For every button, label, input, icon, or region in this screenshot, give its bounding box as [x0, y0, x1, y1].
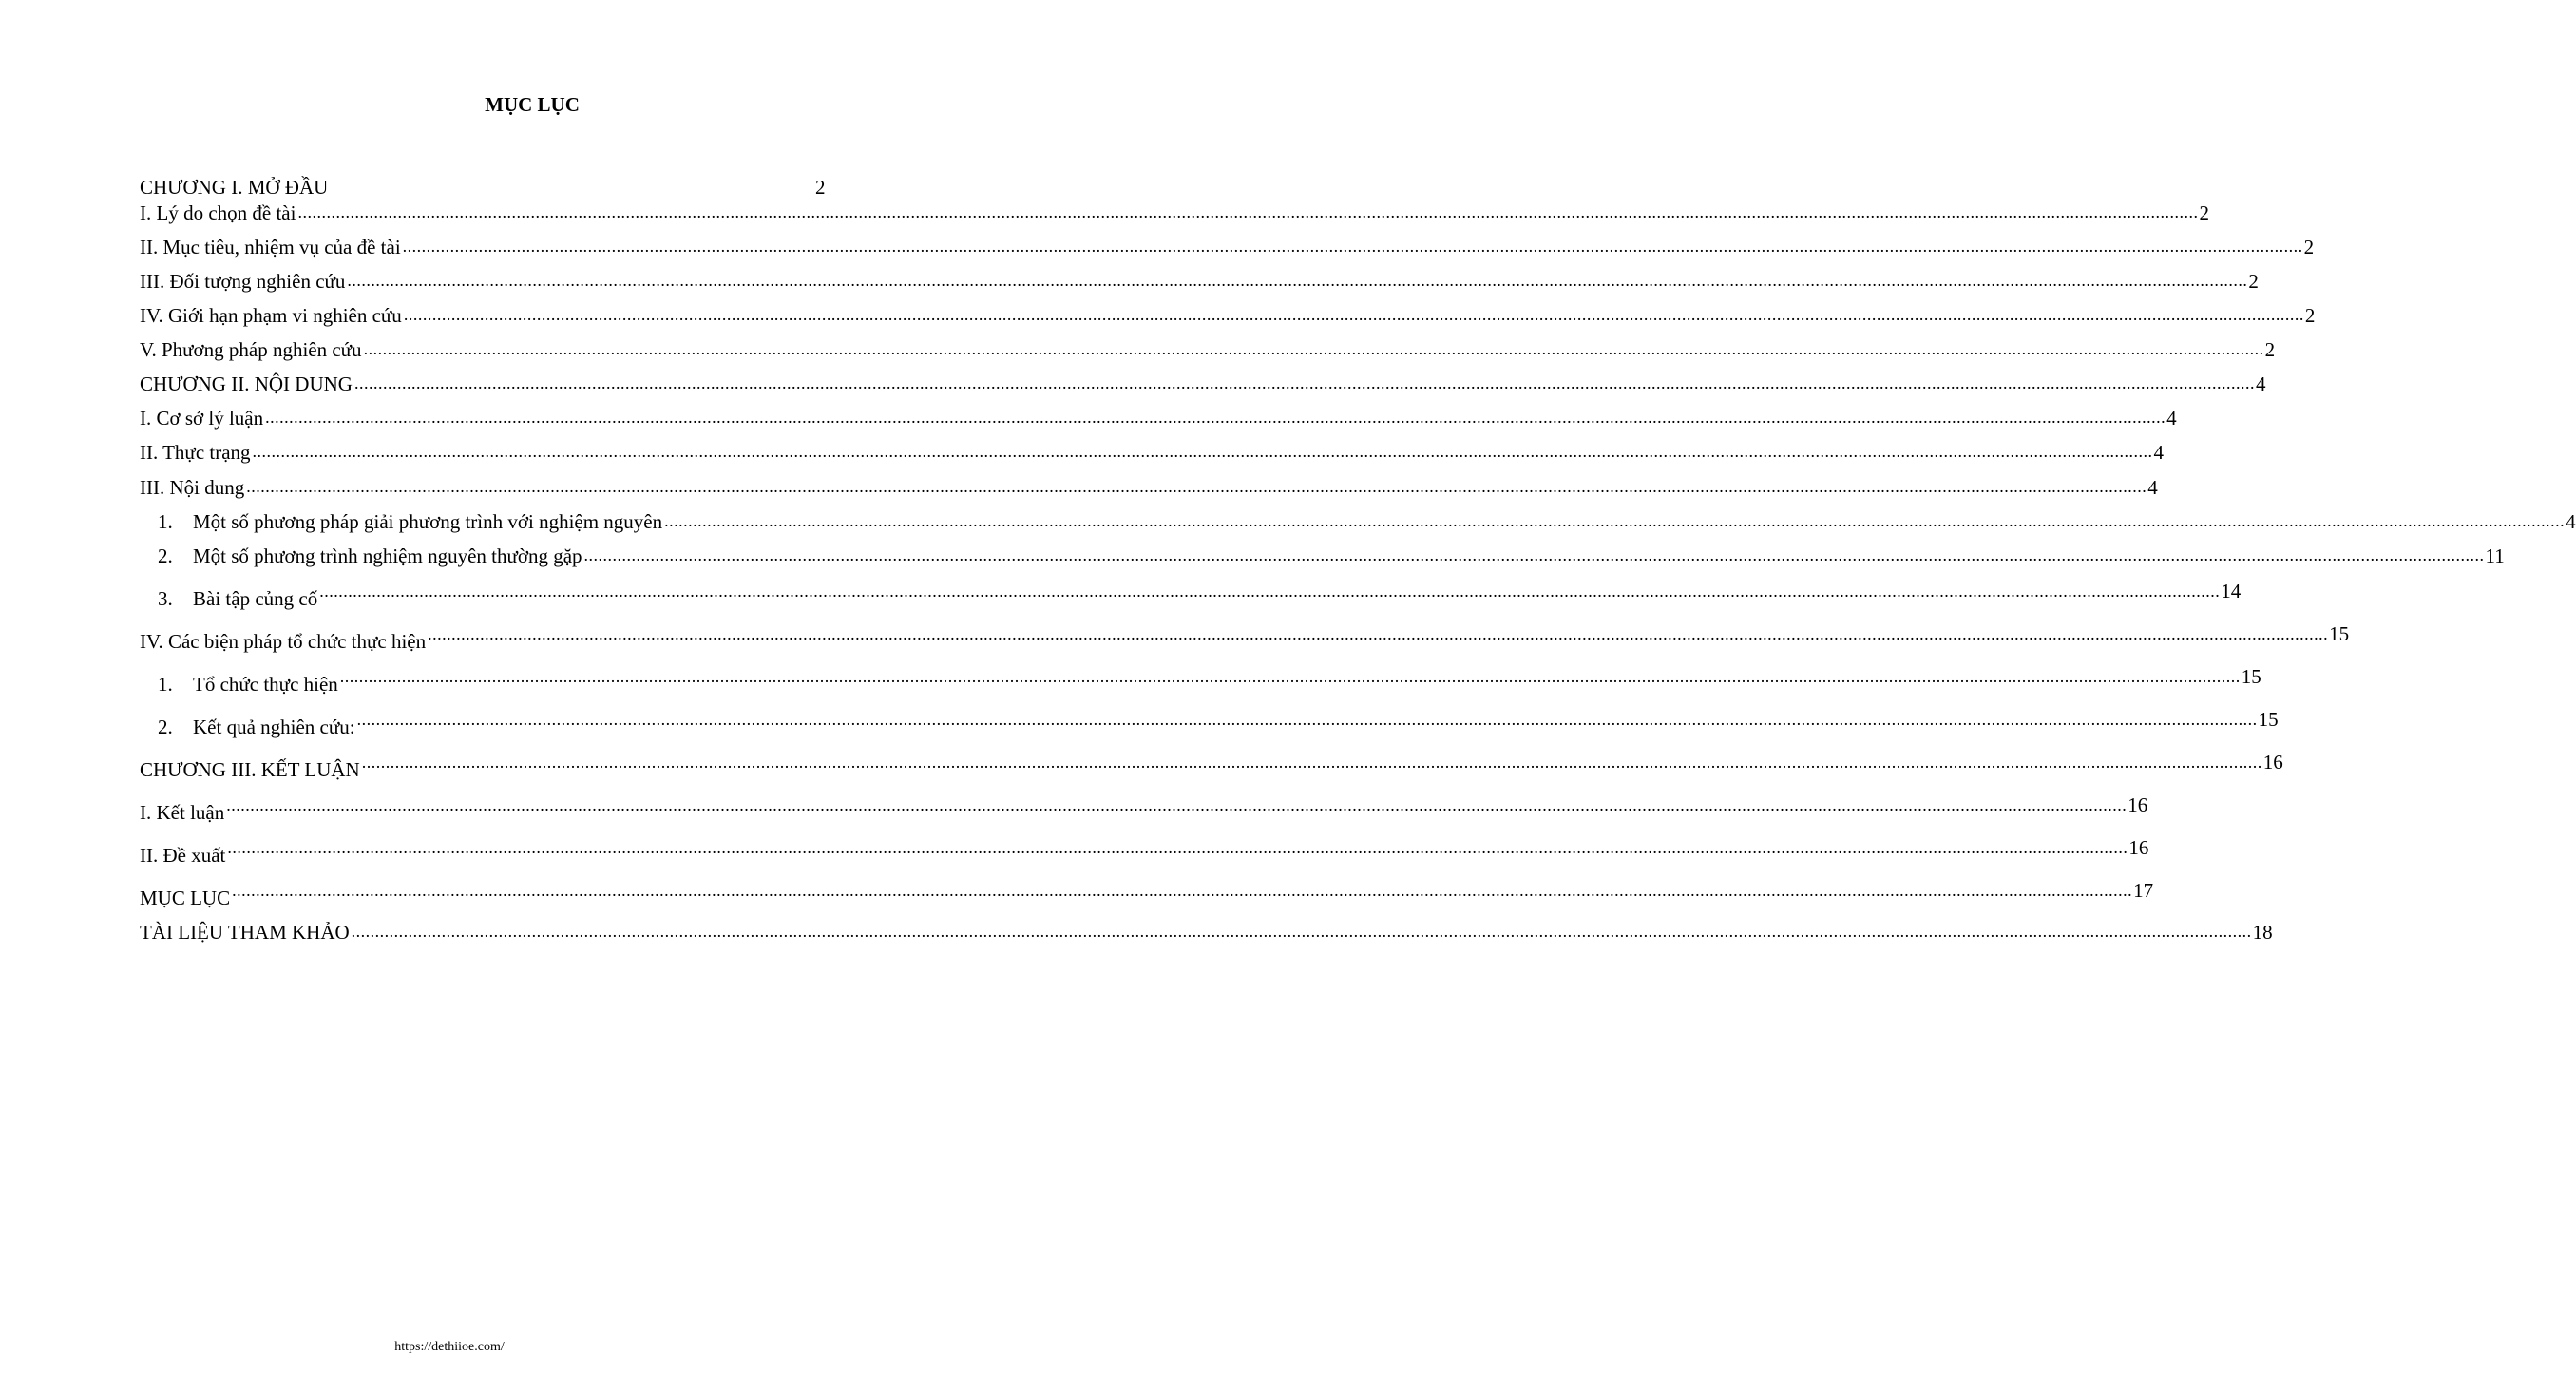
toc-entry-label: Một số phương pháp giải phương trình với nghiệm nguyên [193, 510, 663, 533]
toc-dot-leader: ................................................................................................................................................................................................................................................................................................................................................................................................................ [319, 582, 2221, 601]
toc-entry-page: 16 [2128, 836, 2149, 859]
toc-entry [158, 506, 2576, 534]
toc-entry-page: 18 [2252, 921, 2273, 944]
toc-dot-leader: ................................................................................................................................................................................................................................................................................................................................................................................................................ [339, 667, 2241, 686]
toc-entry-number: 1. [158, 673, 173, 696]
toc-entry-page: 16 [2128, 793, 2148, 816]
toc-entry-page: 15 [2329, 622, 2350, 645]
toc-entry-label: V. Phương pháp nghiên cứu [140, 338, 362, 361]
toc-entry-label: IV. Các biện pháp tổ chức thực hiện [140, 630, 427, 653]
toc-dot-leader: ................................................................................................................................................................................................................................................................................................................................................................................................................ [402, 237, 2303, 256]
toc-dot-leader: ................................................................................................................................................................................................................................................................................................................................................................................................................ [246, 477, 2147, 496]
toc-entry-label: III. Đối tượng nghiên cứu [140, 270, 346, 293]
toc-entry [140, 402, 2177, 430]
toc-dot-leader: ................................................................................................................................................................................................................................................................................................................................................................................................................ [227, 838, 2128, 857]
toc-dot-leader: ................................................................................................................................................................................................................................................................................................................................................................................................................ [347, 271, 2248, 290]
toc-entry-page: 11 [2485, 544, 2505, 567]
toc-entry-number: 2. [158, 716, 173, 738]
toc-entry-number: 3. [158, 587, 173, 610]
toc-entry [158, 540, 2505, 568]
toc-entry-label: CHƯƠNG I. MỞ ĐẦU [140, 176, 329, 199]
toc-entry-label: II. Đề xuất [140, 844, 226, 867]
toc-entry-label: Tổ chức thực hiện [193, 673, 338, 696]
toc-entry-label: MỤC LỤC [140, 887, 231, 909]
toc-entry-label: CHƯƠNG II. NỘI DUNG [140, 372, 353, 395]
toc-entry-label: I. Lý do chọn đề tài [140, 201, 296, 224]
toc-entry [158, 665, 2261, 697]
toc-entry-page: 4 [2147, 476, 2158, 499]
toc-entry-label: I. Cơ sở lý luận [140, 407, 264, 430]
toc-entry-page: 15 [2258, 708, 2279, 731]
toc-entry [158, 708, 2279, 739]
toc-entry-page: 14 [2221, 580, 2242, 602]
toc-dot-leader: ................................................................................................................................................................................................................................................................................................................................................................................................................ [583, 545, 2485, 564]
toc-dot-leader: ................................................................................................................................................................................................................................................................................................................................................................................................................ [356, 710, 2258, 729]
toc-entry-page: 4 [2166, 407, 2177, 430]
toc-entry [140, 171, 879, 200]
toc-entry-page: 4 [2255, 372, 2266, 395]
toc-dot-leader: ................................................................................................................................................................................................................................................................................................................................................................................................................ [403, 305, 2304, 324]
footer-url: https://dethiioe.com/ [394, 1340, 505, 1354]
toc-entry-page: 4 [2566, 510, 2576, 533]
toc-entry-number: 2. [158, 544, 173, 567]
toc-entry [140, 916, 2273, 945]
toc-entry-label: I. Kết luận [140, 801, 225, 824]
toc-entry [140, 436, 2165, 465]
toc-dot-leader: ................................................................................................................................................................................................................................................................................................................................................................................................................ [297, 202, 2199, 221]
toc-entry-page: 2 [2264, 338, 2276, 361]
toc-entry-label: II. Thực trạng [140, 441, 251, 464]
toc-entry-page: 15 [2241, 665, 2261, 688]
toc-dot-leader: ................................................................................................................................................................................................................................................................................................................................................................................................................ [353, 373, 2255, 392]
toc-entry [140, 231, 2315, 259]
toc-entry-label: III. Nội dung [140, 476, 245, 499]
toc-dot-leader: ................................................................................................................................................................................................................................................................................................................................................................................................................ [252, 442, 2153, 461]
toc-dot-leader: ................................................................................................................................................................................................................................................................................................................................................................................................................ [428, 624, 2329, 643]
toc-entry [140, 793, 2148, 825]
toc-entry-label: IV. Giới hạn phạm vi nghiên cứu [140, 304, 402, 327]
toc-entry [140, 334, 2276, 362]
toc-entry [140, 622, 2350, 654]
toc-dot-leader: ................................................................................................................................................................................................................................................................................................................................................................................................................ [265, 408, 2166, 427]
toc-entry-label: II. Mục tiêu, nhiệm vụ của đề tài [140, 236, 401, 258]
toc-entry-page: 4 [2153, 441, 2165, 464]
toc-dot-leader: ................................................................................................................................................................................................................................................................................................................................................................................................................ [361, 753, 2262, 772]
toc-entry [140, 751, 2283, 782]
toc-entry-page: 17 [2133, 879, 2154, 902]
page-title: MỤC LỤC [485, 93, 580, 116]
toc-dot-leader: ................................................................................................................................................................................................................................................................................................................................................................................................................ [226, 795, 2128, 814]
toc-entry-page: 2 [2248, 270, 2259, 293]
toc-entry [140, 471, 2158, 500]
toc-entry [140, 197, 2209, 225]
toc-entry [140, 265, 2259, 294]
toc-entry-page: 2 [2199, 201, 2209, 224]
toc-entry-label: TÀI LIỆU THAM KHẢO [140, 921, 350, 944]
toc-entry [158, 580, 2242, 611]
toc-entry-label: CHƯƠNG III. KẾT LUẬN [140, 758, 360, 781]
toc-entry [140, 299, 2316, 328]
toc-dot-leader: ................................................................................................................................................................................................................................................................................................................................................................................................................ [232, 881, 2133, 900]
toc-entry-label: Kết quả nghiên cứu: [193, 716, 355, 738]
toc-dot-leader: ................................................................................................................................................................................................................................................................................................................................................................................................................ [351, 922, 2252, 941]
toc-dot-leader: ................................................................................................................................................................................................................................................................................................................................................................................................................ [363, 339, 2264, 358]
toc-entry-label: Bài tập củng cố [193, 587, 318, 610]
toc-entry-number: 1. [158, 510, 173, 533]
toc-entry [140, 836, 2149, 868]
toc-entry-page: 2 [2304, 304, 2316, 327]
toc-entry-page: 2 [815, 176, 826, 199]
toc-entry [140, 368, 2266, 396]
toc-entry [140, 879, 2154, 910]
toc-entry-page: 16 [2262, 751, 2283, 773]
toc-entry-label: Một số phương trình nghiệm nguyên thường gặp [193, 544, 582, 567]
toc-entry-page: 2 [2303, 236, 2315, 258]
toc-dot-leader: ................................................................................................................................................................................................................................................................................................................................................................................................................ [664, 511, 2566, 530]
